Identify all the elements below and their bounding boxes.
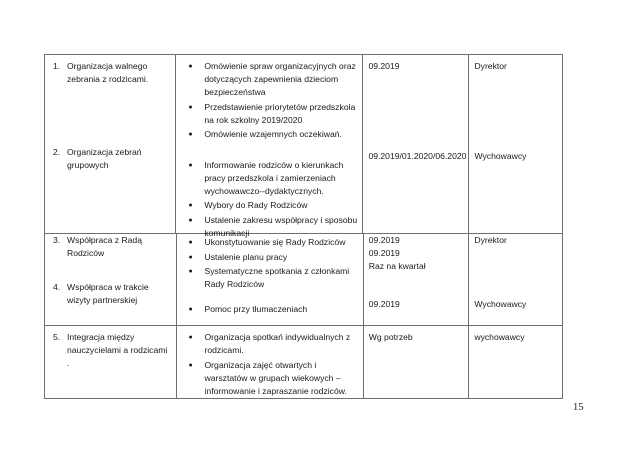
date-cell [363, 55, 469, 233]
list-item-text: Omówienie spraw organizacyjnych oraz dotyczących zapewnienia dzieciom bezpieczeństwa [204, 61, 356, 97]
bullet-icon: ● [188, 253, 193, 261]
bullet-icon: ● [188, 334, 193, 341]
bullet-icon: ● [188, 361, 193, 369]
table-row [45, 234, 562, 326]
list-item-text: Wybory do Rady Rodziców [204, 200, 308, 210]
bullet-list [188, 60, 358, 141]
task-item [53, 331, 172, 370]
activities-cell [177, 326, 364, 398]
table-row [45, 326, 562, 398]
task-item [53, 281, 172, 307]
item-number: 1. [53, 61, 61, 71]
item-text: Organizacja walnego zebrania z rodzicami. [67, 61, 149, 84]
task-cell [45, 55, 176, 233]
date-cell [364, 234, 470, 325]
list-item [189, 331, 359, 357]
list-item-text: Organizacja spotkań indywidualnych z rodzicami. [204, 332, 351, 355]
bullet-icon: ● [188, 103, 193, 111]
item-number: 4. [53, 282, 61, 292]
responsible-text: Dyrektor [474, 61, 507, 71]
item-text: Współpraca z Radą Rodziców [67, 235, 142, 258]
date-text: 09.2019/01.2020/06.2020 [368, 151, 467, 161]
date-text: Raz na kwartał [368, 261, 426, 271]
list-item-text: Organizacja zajęć otwartych i warsztatów w grupach wiekowych – informowanie i zapraszanie rodziców. [204, 359, 347, 396]
item-number: 3. [53, 235, 61, 245]
item-text: Integracja między nauczycielami a rodzicami . [67, 332, 168, 368]
list-item [188, 199, 358, 212]
list-item [188, 128, 358, 141]
list-item-text: Ukonstytuowanie się Rady Rodziców [204, 237, 346, 247]
list-item-text: Systematyczne spotkania z członkami Rady Rodziców [204, 266, 350, 289]
list-item [189, 265, 359, 291]
bullet-list [189, 236, 359, 291]
item-text: Organizacja zebrań grupowych [67, 147, 142, 170]
list-item [189, 359, 359, 398]
task-item [53, 234, 172, 260]
responsible-text: Wychowawcy [474, 151, 527, 161]
page-number: 15 [573, 402, 584, 413]
bullet-icon: ● [188, 63, 193, 70]
task-item [53, 60, 171, 86]
responsible-cell [469, 55, 562, 233]
bullet-list [188, 159, 358, 240]
responsible-cell [469, 326, 562, 398]
table-row [45, 55, 562, 238]
list-item-text: Omówienie wzajemnych oczekiwań. [204, 129, 342, 139]
date-text: 09.2019 [368, 299, 400, 309]
list-item-text: Ustalenie planu pracy [204, 251, 288, 262]
list-item [189, 236, 359, 249]
item-number: 2. [53, 147, 61, 157]
responsible-text: wychowawcy [474, 332, 525, 342]
bullet-list [189, 331, 359, 398]
date-text: Wg potrzeb [368, 332, 413, 342]
task-cell [45, 326, 177, 398]
list-item [188, 159, 358, 198]
bullet-icon: ● [188, 239, 193, 246]
list-item-text: Informowanie rodziców o kierunkach pracy przedszkola i zamierzeniach wychowawczo--dydaktycznych. [204, 159, 344, 196]
list-item-text: Przedstawienie priorytetów przedszkola na rok szkolny 2019/2020 [204, 101, 356, 125]
list-item [188, 60, 358, 99]
date-text: 09.2019 [368, 61, 400, 71]
activities-cell [176, 55, 363, 238]
item-text: Współpraca w trakcie wizyty partnerskiej [67, 282, 149, 305]
list-item [189, 303, 359, 316]
plan-table [44, 54, 563, 399]
list-item-text: Ustalenie zakresu współpracy i sposobu komunikacji [204, 214, 358, 238]
list-item-text: Pomoc przy tłumaczeniach [204, 303, 308, 314]
date-text: 09.2019 [368, 248, 400, 258]
task-item [53, 146, 171, 172]
responsible-text: Dyrektor [474, 235, 507, 245]
bullet-icon: ● [188, 216, 193, 224]
bullet-icon: ● [188, 161, 193, 169]
date-text: 09.2019 [368, 235, 400, 245]
list-item [188, 101, 358, 127]
bullet-icon: ● [188, 305, 193, 313]
bullet-icon: ● [188, 202, 193, 209]
bullet-icon: ● [188, 131, 193, 138]
list-item [189, 251, 359, 264]
bullet-icon: ● [188, 268, 193, 275]
responsible-cell [469, 234, 562, 325]
bullet-list [189, 303, 359, 316]
task-cell [45, 234, 177, 325]
date-cell [364, 326, 470, 398]
item-number: 5. [53, 332, 61, 342]
responsible-text: Wychowawcy [474, 299, 527, 309]
activities-cell [177, 234, 364, 325]
